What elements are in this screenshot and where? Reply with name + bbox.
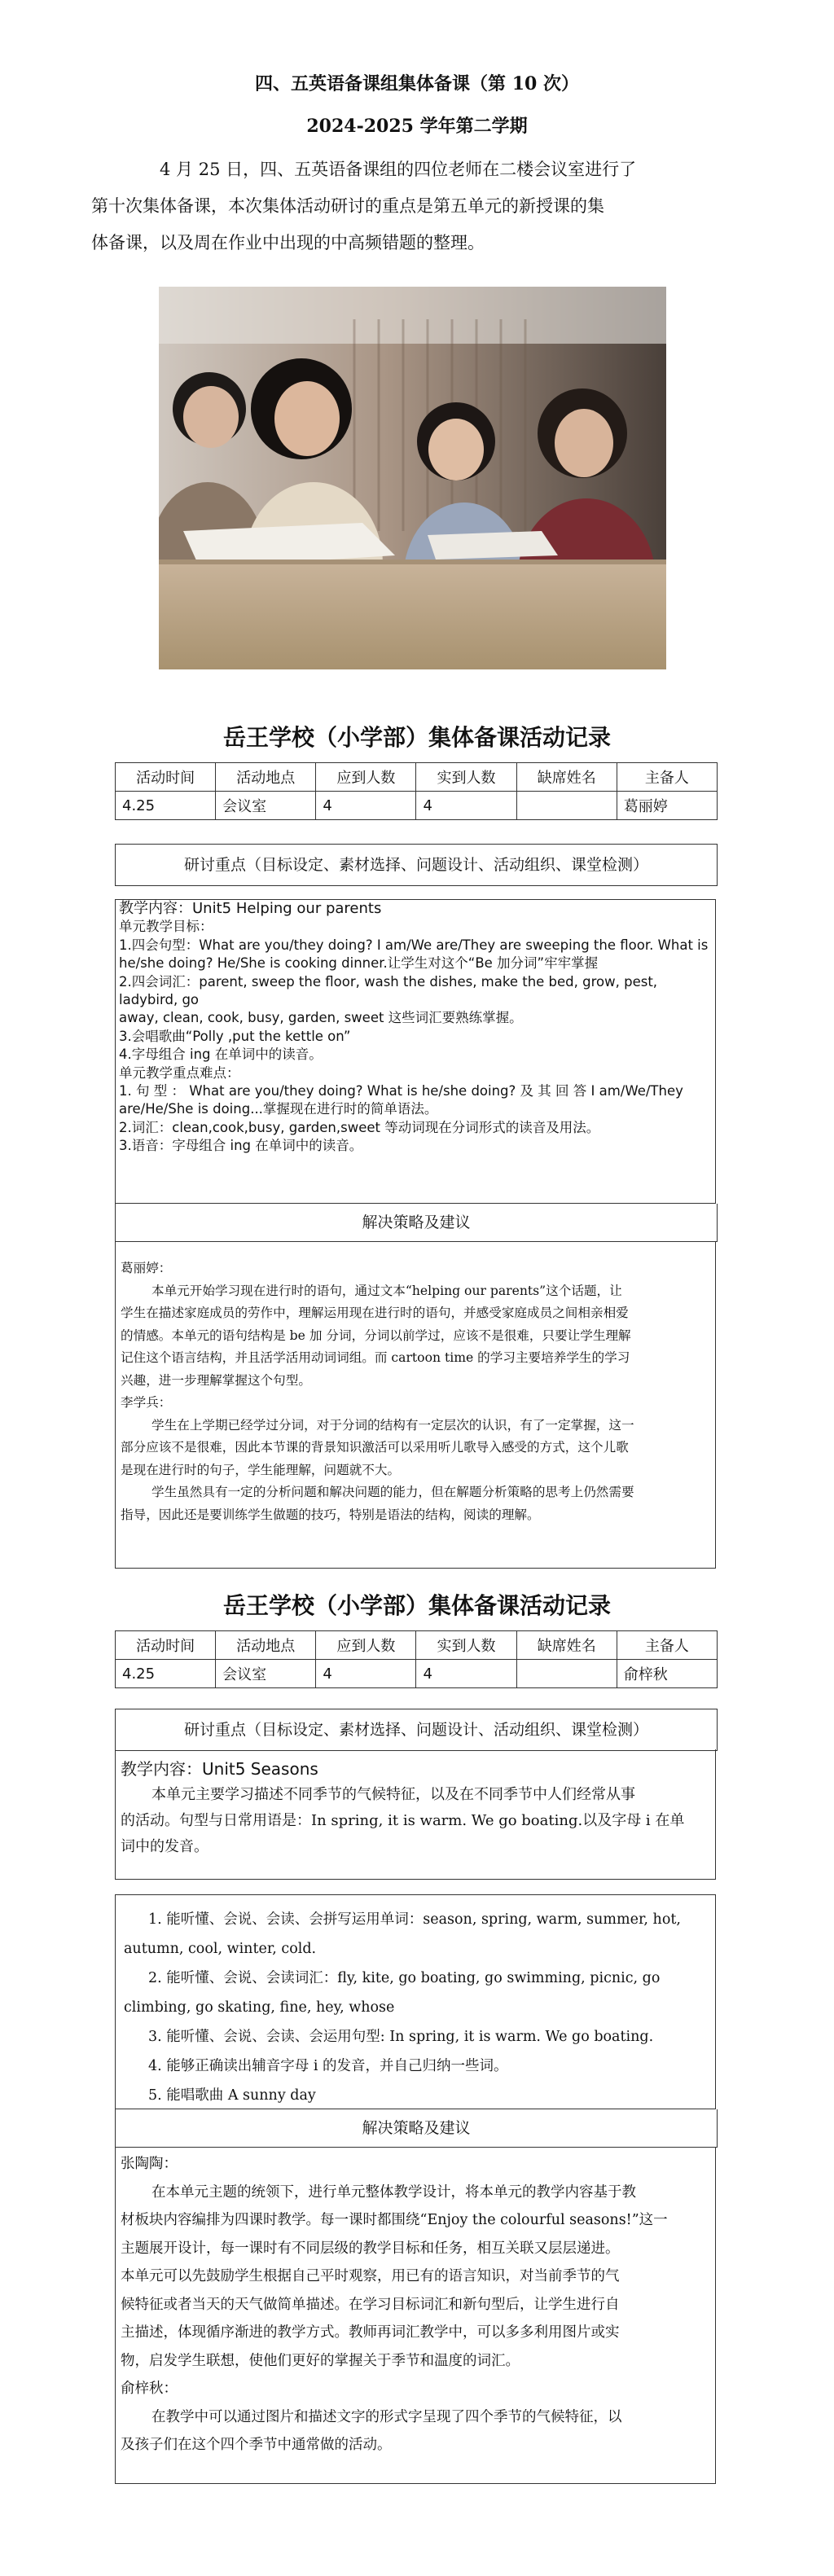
content-line: 的活动。句型与日常用语是：In spring, it is warm. We go boating.以及字母 i 在单 [121,1812,685,1829]
content-line: 教学内容：Unit5 Helping our parents [119,900,382,917]
solution-line: 学生在上学期已经学过分词，对于分词的结构有一定层次的认识，有了一定掌握，这一 [151,1417,634,1433]
goal-line: 1. 能听懂、会说、会读、会拼写运用单词：season, spring, warm, summer, hot, [148,1911,681,1928]
solution-line: 兴趣，进一步理解掌握这个句型。 [121,1372,311,1388]
meeting-photo-illustration [159,287,666,669]
solution-line: 主描述，体现循序渐进的教学方式。教师再词汇教学中，可以多多利用图片或实 [121,2324,620,2341]
intro-paragraph [91,151,717,261]
solution-line: 俞梓秋： [121,2381,178,2397]
content-line: 1.四会句型：What are you/they doing? I am/We are/They are sweeping the floor. What is [119,937,709,953]
solution-line: 主题展开设计，每一课时有不同层级的教学目标和任务，相互关联又层层递进。 [121,2240,620,2257]
header-cell: 活动地点 [216,1631,316,1660]
solution-line: 材板块内容编排为四课时教学。每一课时都围绕“Enjoy the colourful seasons!”这一 [121,2212,668,2228]
content-line: away, clean, cook, busy, garden, sweet 这些词汇要熟练掌握。 [119,1010,523,1026]
solution-line: 物，启发学生联想，使他们更好的掌握关于季节和温度的词汇。 [121,2352,520,2369]
header-cell: 主备人 [617,1631,717,1660]
header-cell: 活动地点 [216,763,316,792]
record-info-table [115,1630,718,1688]
content-line: 单元教学重点难点： [119,1064,240,1081]
content-line: 2.四会词汇：parent, sweep the floor, wash the dishes, make the bed, grow, pest, ladybird, go [119,973,658,1008]
content-line: 3.语音：字母组合 ing 在单词中的读音。 [119,1138,363,1154]
solution-line: 学生虽然具有一定的分析问题和解决问题的能力，但在解题分析策略的思考上仍然需要 [151,1485,634,1499]
solution-line: 记住这个语言结构，并且活学活用动词词组。而 cartoon time 的学习主要培养学生的学习 [121,1350,630,1365]
meeting-photo [159,287,666,669]
table-cell: 会议室 [216,1660,316,1688]
header-cell: 活动时间 [116,763,216,792]
record2-goals-box [115,1894,716,2109]
solution-line: 指导，因此还是要训练学生做题的技巧，特别是语法的结构，阅读的理解。 [121,1507,540,1522]
header-cell: 缺席姓名 [516,763,617,792]
header-cell: 缺席姓名 [516,1631,617,1660]
solution-line: 是现在进行时的句子，学生能理解，问题就不大。 [121,1462,401,1477]
solution-line: 候特征或者当天的天气做简单描述。在学习目标词汇和新句型后，让学生进行自 [121,2296,620,2313]
record2-solution-box [115,2147,716,2484]
record1-content-box [115,899,716,1204]
solution-line: 张陶陶： [121,2156,178,2172]
content-line: 1. 句 型 ： What are you/they doing? What is he/she doing? 及 其 回 答 I am/We/They [119,1083,683,1099]
header-cell: 应到人数 [316,1631,416,1660]
table-cell [516,792,617,820]
table-cell: 4 [316,1660,416,1688]
focus-bar: 研讨重点（目标设定、素材选择、问题设计、活动组织、课堂检测） [115,1709,718,1751]
content-line: 2.词汇：clean,cook,busy, garden,sweet 等动词现在分词形式的读音及用法。 [119,1119,600,1135]
goal-line: 5. 能唱歌曲 A sunny day [148,2087,316,2104]
goal-line: climbing, go skating, fine, hey, whose [124,1999,395,2016]
table-header-row [116,763,718,792]
content-line: 4.字母组合 ing 在单词中的读音。 [119,1047,323,1063]
goal-line: 3. 能听懂、会说、会读、会运用句型: In spring, it is warm. We go boating. [148,2029,654,2045]
content-line: 3.会唱歌曲“Polly ,put the kettle on” [119,1028,351,1044]
content-line: he/she doing? He/She is cooking dinner.让学生对这个“Be 加分词”牢牢掌握 [119,955,599,972]
solution-line: 部分应该不是很难，因此本节课的背景知识激活可以采用听儿歌导入感受的方式，这个儿歌 [121,1440,629,1455]
table-row [116,792,718,820]
goal-line: 2. 能听懂、会说、会读词汇：fly, kite, go boating, go swimming, picnic, go [148,1970,661,1986]
header-cell: 实到人数 [416,1631,516,1660]
intro-line: 4 月 25 日，四、五英语备课组的四位老师在二楼会议室进行了 [160,160,637,179]
record-title: 岳王学校（小学部）集体备课活动记录 [222,724,611,751]
header-cell: 活动时间 [116,1631,216,1660]
table-cell: 会议室 [216,792,316,820]
document-title: 四、五英语备课组集体备课（第 10 次） [255,73,579,94]
table-cell: 俞梓秋 [617,1660,717,1688]
content-line: 单元教学目标： [119,919,213,935]
solution-line: 葛丽婷： [121,1261,172,1275]
solution-line: 及孩子们在这个四个季节中通常做的活动。 [121,2437,392,2453]
table-cell: 4 [316,792,416,820]
record-info-table [115,762,718,820]
table-row [116,1660,718,1688]
table-cell: 4 [416,1660,516,1688]
goal-line: 4. 能够正确读出辅音字母 i 的发音，并自己归纳一些词。 [148,2058,508,2074]
table-cell: 4.25 [116,792,216,820]
content-line: 词中的发音。 [121,1838,208,1855]
solution-line: 本单元可以先鼓励学生根据自己平时观察，用已有的语言知识，对当前季节的气 [121,2268,620,2284]
focus-bar: 研讨重点（目标设定、素材选择、问题设计、活动组织、课堂检测） [115,844,718,886]
content-line: are/He/She is doing...掌握现在进行时的简单语法。 [119,1101,438,1117]
content-line: 本单元主要学习描述不同季节的气候特征，以及在不同季节中人们经常从事 [151,1786,635,1803]
header-cell: 主备人 [617,763,717,792]
solution-bar: 解决策略及建议 [115,2109,718,2148]
table-cell: 4.25 [116,1660,216,1688]
record1-solution-box [115,1241,716,1569]
semester-label: 2024-2025 学年第二学期 [306,116,528,137]
goal-line: autumn, cool, winter, cold. [124,1941,317,1957]
solution-bar: 解决策略及建议 [115,1204,718,1242]
header-cell: 应到人数 [316,763,416,792]
record-title: 岳王学校（小学部）集体备课活动记录 [222,1592,611,1619]
intro-line: 体备课，以及周在作业中出现的中高频错题的整理。 [91,233,485,252]
solution-line: 本单元开始学习现在进行时的语句，通过文本“helping our parents”这个话题，让 [151,1283,622,1298]
solution-line: 在教学中可以通过图片和描述文字的形式字呈现了四个季节的气候特征，以 [151,2408,622,2425]
solution-line: 学生在描述家庭成员的劳作中，理解运用现在进行时的语句，并感受家庭成员之间相亲相爱 [121,1306,629,1320]
record2-content-box [115,1749,716,1880]
table-header-row [116,1631,718,1660]
solution-line: 李学兵： [121,1395,172,1410]
table-cell: 葛丽婷 [617,792,717,820]
solution-line: 的情感。本单元的语句结构是 be 加 分词，分词以前学过，应该不是很难，只要让学生理解 [121,1327,631,1343]
intro-line: 第十次集体备课，本次集体活动研讨的重点是第五单元的新授课的集 [91,196,604,216]
solution-line: 在本单元主题的统领下，进行单元整体教学设计，将本单元的教学内容基于教 [151,2183,636,2201]
table-cell: 4 [416,792,516,820]
table-cell [516,1660,617,1688]
content-line: 教学内容：Unit5 Seasons [121,1759,318,1779]
header-cell: 实到人数 [416,763,516,792]
